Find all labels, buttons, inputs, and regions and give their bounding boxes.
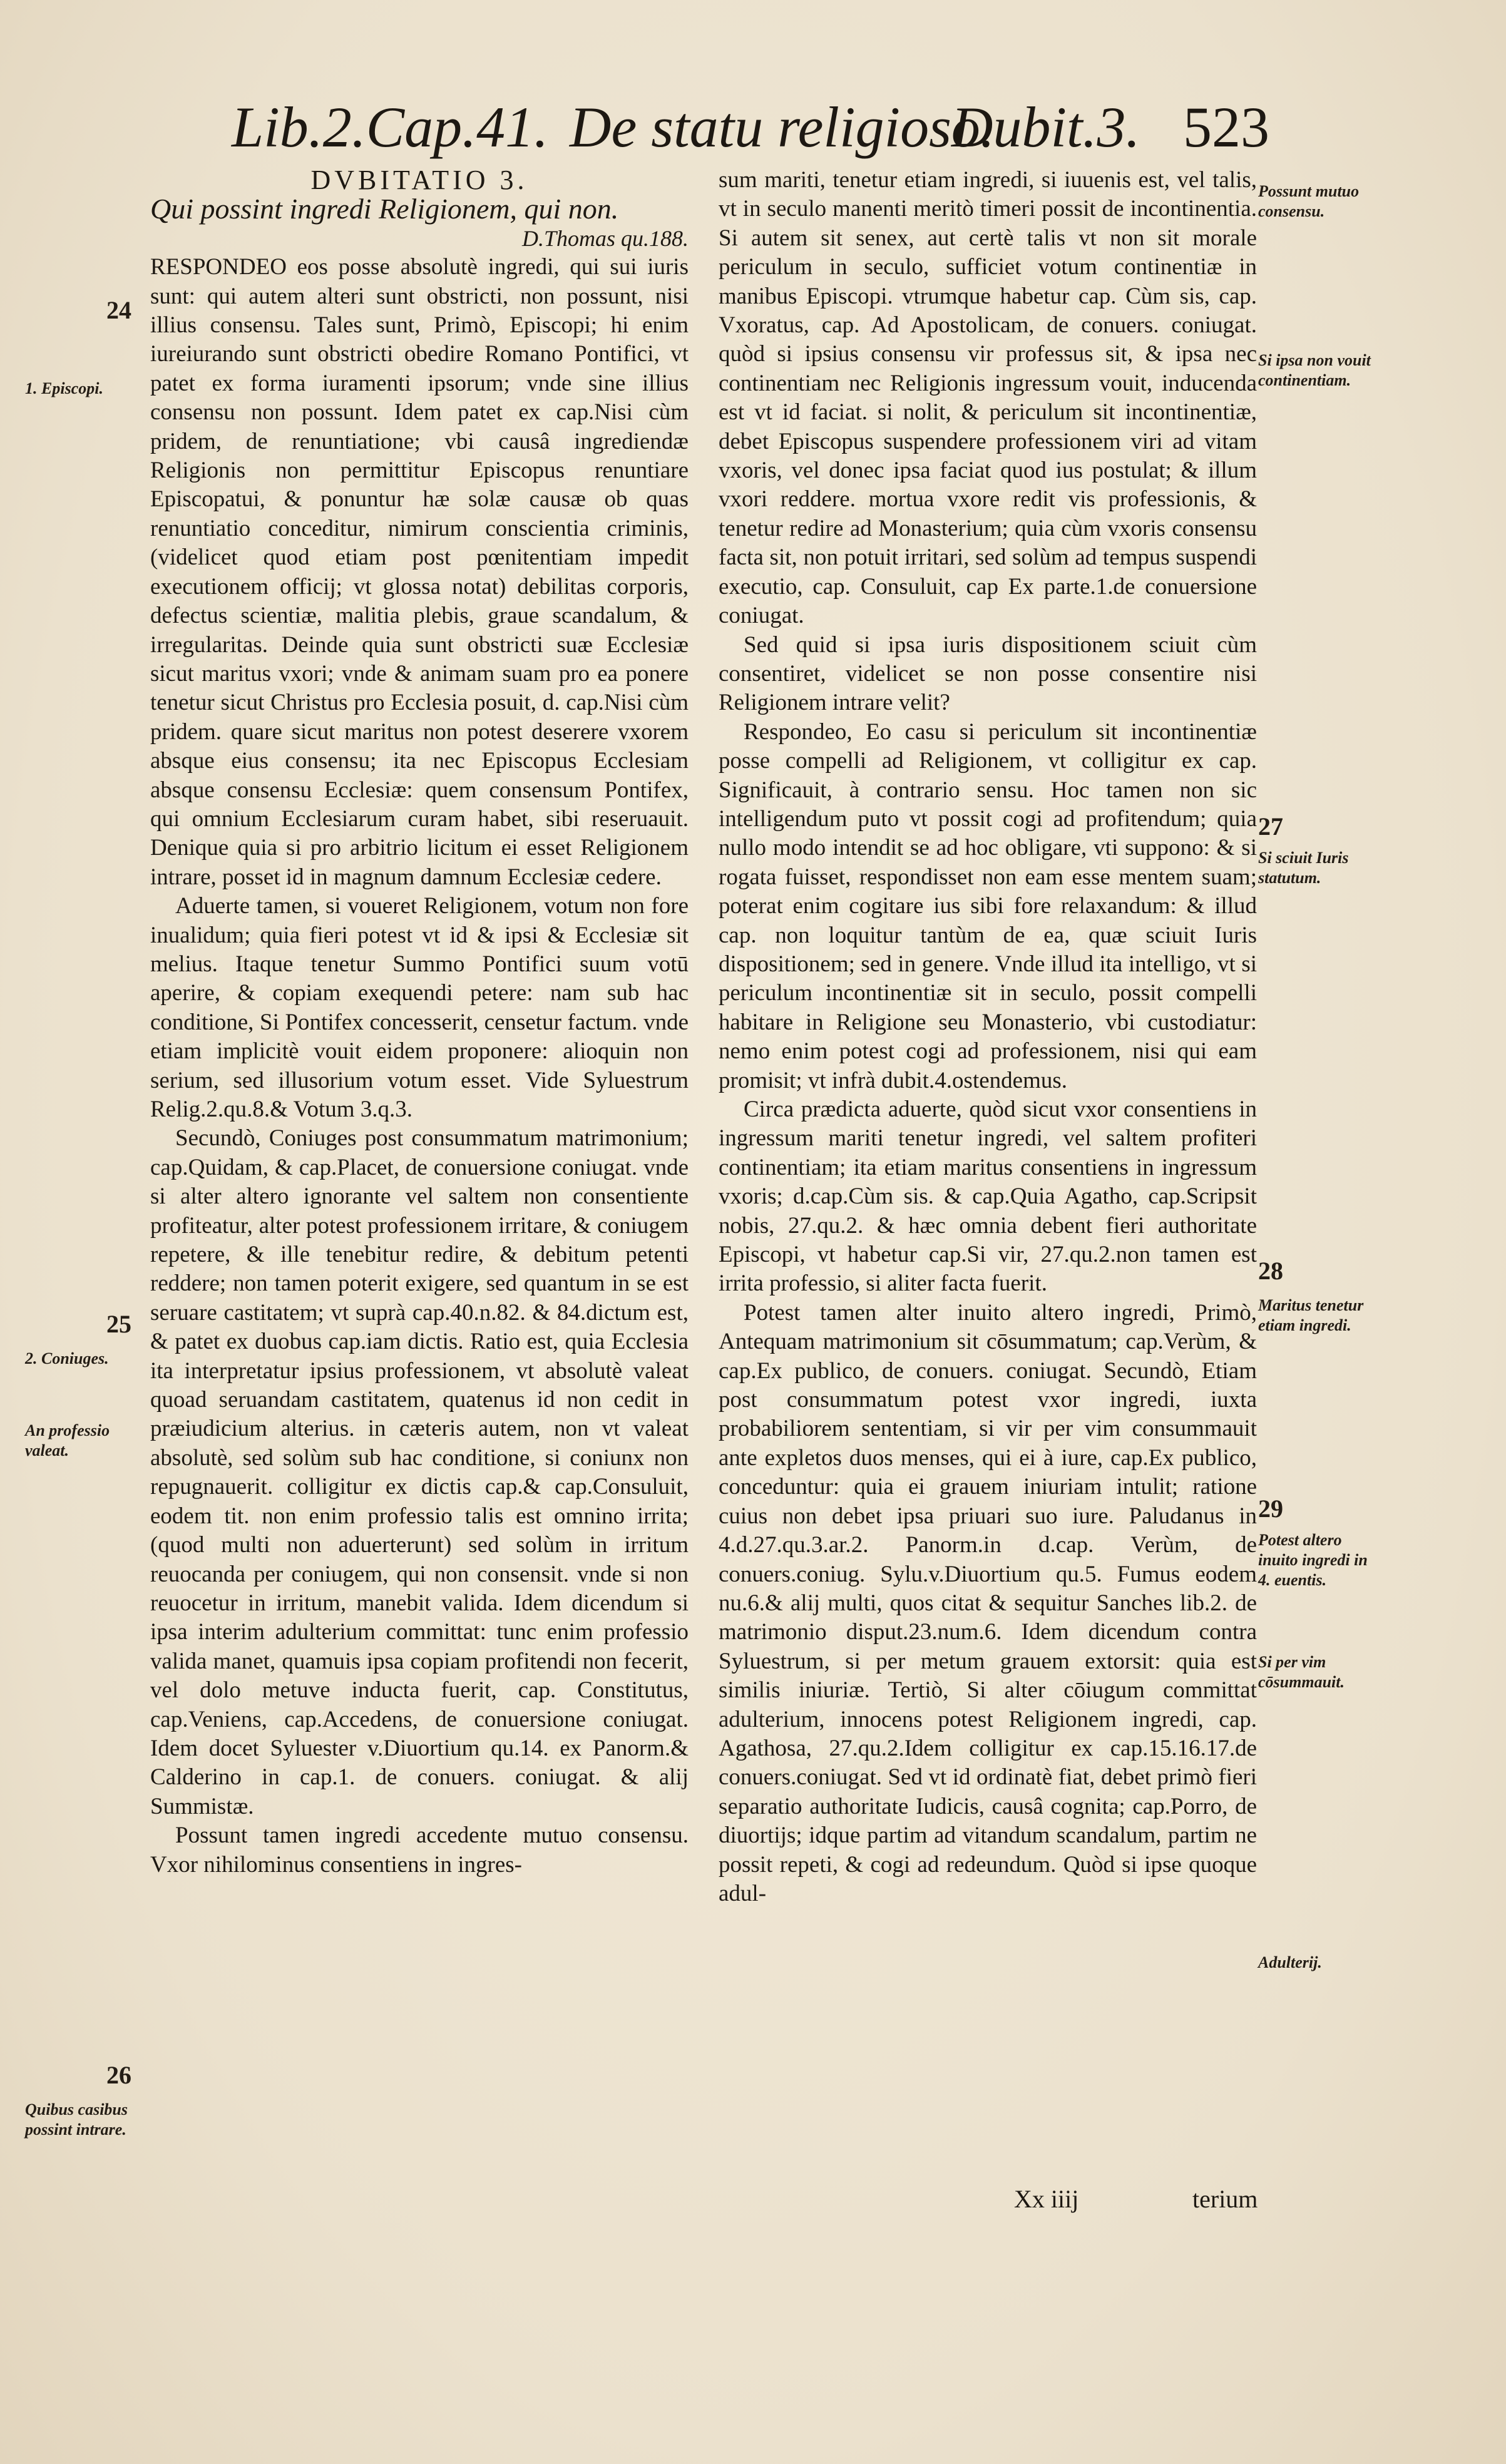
margin-number: 24 [106, 296, 131, 324]
paragraph: Possunt tamen ingredi accedente mutuo consensu. Vxor nihilominus consentiens in ingres- [150, 1822, 689, 1878]
paragraph: RESPONDEO eos posse absolutè ingredi, qui sui iuris sunt: qui autem alteri sunt obstricti, non possunt, nisi illius consensu. Tales sunt, Primò, Episcopi; hi enim iureiurando sunt obstricti obedire Romano Pontifici, vt patet ex forma iuramenti ipsorum; vnde sine illius consensu non possunt. Idem patet ex cap.Nisi cùm pridem, de renuntiatione; vbi causâ ingrediendæ Religionis non permittitur Episcopus renuntiare Episcopatui, & ponuntur hæ solæ causæ ob quas renuntiatio conceditur, nimirum conscientia criminis, (videlicet quod etiam post pœnitentiam impedit executionem officij; vt glossa notat) debilitas corporis, defectus scientiæ, malitia plebis, graue scandalum, & irregularitas. Deinde quia sunt obstricti suæ Ecclesiæ sicut maritus vxori; vnde & animam suam pro ea ponere tenetur sicut Christus pro Ecclesia posuit, d. cap.Nisi cùm pridem. quare sicut maritus non potest deserere vxorem absque eius consensu; ita nec Episcopus Ecclesiam absque consensu Ecclesiæ: quem consensum Pontifex, qui omnium Ecclesiarum curam habet, sibi reseruauit. Denique quia si pro arbitrio licitum ei esset Religionem intrare, posset id in magnum damnum Ecclesiæ cedere. [150, 254, 689, 890]
margin-number: 25 [106, 1310, 131, 1338]
margin-note: Possunt mutuo consensu. [1258, 182, 1360, 220]
margin-note: Si per vim cōsummauit. [1258, 1653, 1345, 1691]
catchword: terium [1192, 2185, 1258, 2213]
section-reference: D.Thomas qu.188. [521, 225, 689, 251]
margin-number: 27 [1258, 812, 1283, 841]
margin-number: 26 [106, 2061, 131, 2089]
section-subheading: Qui possint ingredi Religionem, qui non. [150, 193, 619, 225]
paragraph: Secundò, Coniuges post consummatum matrimonium; cap.Quidam, & cap.Placet, de conuersione coniugat. vnde si alter altero ignorante vel saltem non consentiente profiteatur, alter potest professionem irritare, & coniugem repetere, & ille tenebitur redire, & debitum petenti reddere; non tamen poterit exigere, sed quantum in se est seruare castitatem; vt suprà cap.40.n.82. & 84.dictum est, & patet ex duobus cap.iam dictis. Ratio est, quia Ecclesia ita interpretatur ipsius professionem, vt absolutè valeat quoad seruandam castitatem, quatenus id non cedit in præiudicium alterius. in cæteris autem, non vt valeat absolutè, sed solùm sub hac conditione, si coniunx non repugnauerit. colligitur ex dictis cap.& cap.Consuluit, eodem tit. non enim professio talis est omnino irrita; (quod multi non aduerterunt) sed solùm in irritum reuocanda per coniugem, qui non consensit. vnde si non reuocetur in irritum, manebit valida. Idem dicendum si ipsa interim adulterium committat: tunc enim professio valida manet, quamuis ipsa copiam profitendi non fecerit, vel dolo metuve inducta fuerit, cap. Constitutus, cap.Veniens, cap.Accedens, de conuersione coniugat. Idem docet Syluester v.Diuortium qu.14. ex Panorm.& Calderino in cap.1. de conuers. coniugat. & alij Summistæ. [150, 1125, 689, 1819]
right-column [719, 166, 1257, 1908]
paragraph: sum mariti, tenetur etiam ingredi, si iuuenis est, vel talis, vt in seculo manenti meritò timeri possit de incontinentia. Si autem sit senex, aut certè talis vt non sit morale periculum in seculo, sufficiet votum continentiæ in manibus Episcopi. vtrumque habetur cap. Cùm sis, cap. Vxoratus, cap. Ad Apostolicam, de conuers. coniugat. quòd si ipsius consensu vir professus sit, & ipsa nec continentiam nec Religionis ingressum vouit, inducenda est vt id faciat. si nolit, & periculum sit incontinentiæ, debet Episcopus suspendere professionem viri ad vitam vxoris, vel donec ipsa faciat quod ius postulat; & illum vxori reddere. mortua vxore redit vis professionis, & tenetur redire ad Monasterium; quia cùm vxoris consensu facta sit, non potuit irritari, sed solùm ad tempus suspendi executio, cap. Consuluit, cap Ex parte.1.de conuersione coniugat. [719, 167, 1257, 629]
margin-note: Potest altero inuito ingredi in 4. euentis. [1258, 1531, 1368, 1589]
margin-number: 28 [1258, 1257, 1283, 1285]
margin-note: An professio valeat. [25, 1421, 110, 1459]
margin-note: Si sciuit Iuris statutum. [1258, 849, 1349, 887]
paragraph: Aduerte tamen, si voueret Religionem, votum non fore inualidum; quia fieri potest vt id & ipsi & Ecclesiæ sit melius. Itaque tenetur Summo Pontifici suum votū aperire, & copiam exequendi petere: nam sub hac conditione, Si Pontifex concesserit, censetur factum. vnde etiam implicitè vouit eidem proponere: alioquin non serium, sed illusorium votum esset. Vide Syluestrum Relig.2.qu.8.& Votum 3.q.3. [150, 893, 689, 1122]
header-book-chapter: Lib.2.Cap.41. [232, 95, 549, 159]
section-heading: DVBITATIO 3. [310, 165, 528, 195]
running-header [232, 94, 1269, 159]
margin-number: 29 [1258, 1495, 1283, 1523]
header-title: De statu religioso. [570, 95, 995, 159]
left-column [150, 166, 689, 1879]
paragraph: Sed quid si ipsa iuris dispositionem sciuit cùm consentiret, videlicet se non posse consentire nisi Religionem intrare velit? [719, 631, 1257, 716]
margin-note: Adulterij. [1258, 1953, 1322, 1971]
signature-mark: Xx iiij [1014, 2185, 1079, 2213]
page-number: 523 [1183, 95, 1269, 159]
paragraph: Respondeo, Eo casu si periculum sit incontinentiæ posse compelli ad Religionem, vt colligitur ex cap. Significauit, à contrario sensu. Hoc tamen non sic intelligendum puto vt possit cogi ad profitendum; quia nullo modo intendit se ad hoc obligare, vti suppono: & si rogata fuisset, respondisset non eam esse mentem suam; poterat enim cogitare ius sibi fore relaxandum: & illud cap. non loquitur tantùm de ea, quæ sciuit Iuris dispositionem; sed in genere. Vnde illud ita intelligo, vt si periculum incontinentiæ sit in seculo, possit compelli habitare in Religione seu Monasterio, vbi custodiatur: nemo enim potest cogi ad professionem, nisi qui eam promisit; vt infrà dubit.4.ostendemus. [719, 718, 1257, 1093]
margin-note: Quibus casibus possint intrare. [25, 2100, 128, 2139]
margin-note: 1. Episcopi. [25, 379, 103, 397]
header-dubitatio: Dubit.3. [951, 95, 1140, 159]
paragraph: Circa prædicta aduerte, quòd sicut vxor consentiens in ingressum mariti tenetur ingredi, vel saltem profiteri continentiam; ita etiam maritus consentiens in ingressum vxoris; d.cap.Cùm sis. & cap.Quia Agatho, cap.Scripsit nobis, 27.qu.2. & hæc omnia debent fieri authoritate Episcopi, vt habetur cap.Si vir, 27.qu.2.non tamen est irrita professio, si aliter facta fuerit. [719, 1097, 1257, 1297]
paragraph: Potest tamen alter inuito altero ingredi, Primò, Antequam matrimonium sit cōsummatum; cap.Verùm, & cap.Ex publico, de conuers. coniugat. Secundò, Etiam post consummatum potest vxor ingredi, iuxta probabiliorem sententiam, si vir per vim consummauit ante expletos duos menses, qui ei à iure, cap.Ex publico, conceduntur: quia ei grauem iniuriam intulit; ratione cuius non debet ipsa priuari suo iure. Paludanus in 4.d.27.qu.3.ar.2. Panorm.in d.cap. Verùm, de conuers.coniug. Sylu.v.Diuortium qu.5. Fumus eodem nu.6.& alij multi, quos citat & sequitur Sanches lib.2. de matrimonio disput.23.num.6. Idem dicendum contra Syluestrum, si per metum grauem extorsit: quia est similis iniuriæ. Tertiò, Si alter cōiugum committat adulterium, innocens potest Religionem ingredi, cap. Agathosa, 27.qu.2.Idem colligitur ex cap.15.16.17.de conuers.coniugat. Sed vt id ordinatè fiat, debet primò fieri separatio authoritate Iudicis, causâ cognita; cap.Porro, de diuortijs; idque partim ad vitandum scandalum, partim ne possit repeti, & cogi ad redeundum. Quòd si ipse quoque adul- [719, 1299, 1257, 1906]
margin-note: 2. Coniuges. [25, 1349, 109, 1367]
margin-note: Maritus tenetur etiam ingredi. [1258, 1296, 1364, 1334]
margin-note: Si ipsa non vouit continentiam. [1258, 351, 1371, 389]
